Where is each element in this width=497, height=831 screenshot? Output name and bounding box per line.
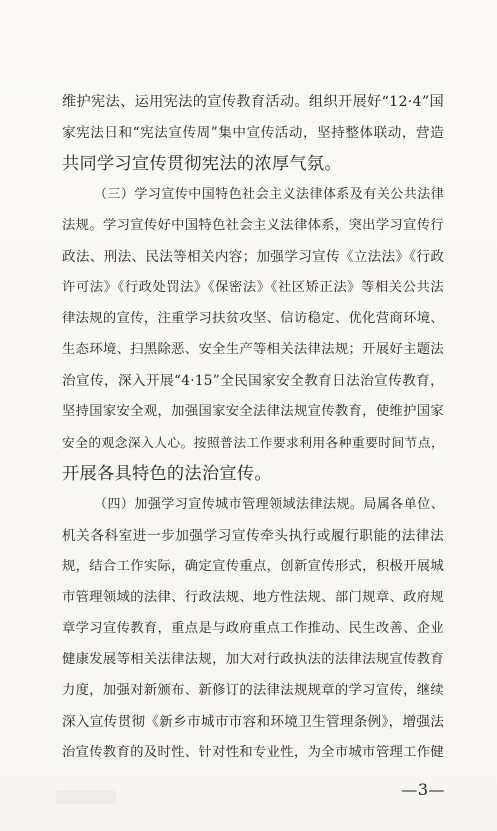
text-line-8: 律法规的宣传，注重学习扶贫攻坚、信访稳定、优化营商环境、 [62,311,444,326]
text-line-6: 政法、刑法、民法等相关内容；加强学习宣传《立法法》《行政 [62,249,445,265]
text-line-16: 规，结合工作实际，确定宣传重点，创新宣传形式，积极开展城 [62,559,444,574]
text-line-1: 维护宪法、运用宪法的宣传教育活动。组织开展好“12·4”国 [62,94,444,110]
text-line-18: 章学习宣传教育，重点是与政府重点工作推动、民生改善、企业 [62,621,444,636]
text-line-22: 治宣传教育的及时性、针对性和专业性，为全市城市管理工作健 [62,745,444,760]
text-line-20: 力度，加强对新颁布、新修订的法律法规规章的学习宣传，继续 [62,683,444,698]
section-4-heading-line: （四）加强学习宣传城市管理领域法律法规。局属各单位、 [94,497,444,512]
text-line-12: 安全的观念深入人心。按照普法工作要求利用各种重要时间节点， [62,435,444,450]
text-line-9: 生态环境、扫黑除恶、安全生产等相关法律法规；开展好主题法 [62,342,444,357]
section-3-heading-line: （三）学习宣传中国特色社会主义法律体系及有关公共法律 [94,187,444,202]
text-line-5: 法规。学习宣传好中国特色社会主义法律体系，突出学习宣传行 [62,218,444,233]
text-line-15: 机关各科室进一步加强学习宣传牵头执行或履行职能的法律法 [62,528,444,544]
text-line-3: 共同学习宣传贯彻宪法的浓厚气氛。 [62,154,342,174]
text-line-2: 家宪法日和“宪法宣传周”集中宣传活动，坚持整体联动，营造 [62,125,444,141]
text-line-21: 深入宣传贯彻《新乡市城市市容和环境卫生管理条例》，增强法 [62,714,445,730]
page-number: —3— [401,780,445,799]
text-line-7: 许可法》《行政处罚法》《保密法》《社区矫正法》等相关公共法 [62,280,444,295]
text-line-13: 开展各具特色的法治宣传。 [62,464,272,484]
scan-smudge [56,790,116,804]
text-line-11: 坚持国家安全观，加强国家安全法律法规宣传教育，使维护国家 [62,404,444,419]
text-line-19: 健康发展等相关法律法规，加大对行政执法的法律法规宣传教育 [62,652,444,667]
text-line-10: 治宣传，深入开展“4·15”全民国家安全教育日法治宣传教育， [62,373,444,389]
text-line-17: 市管理领域的法律、行政法规、地方性法规、部门规章、政府规 [62,590,444,605]
